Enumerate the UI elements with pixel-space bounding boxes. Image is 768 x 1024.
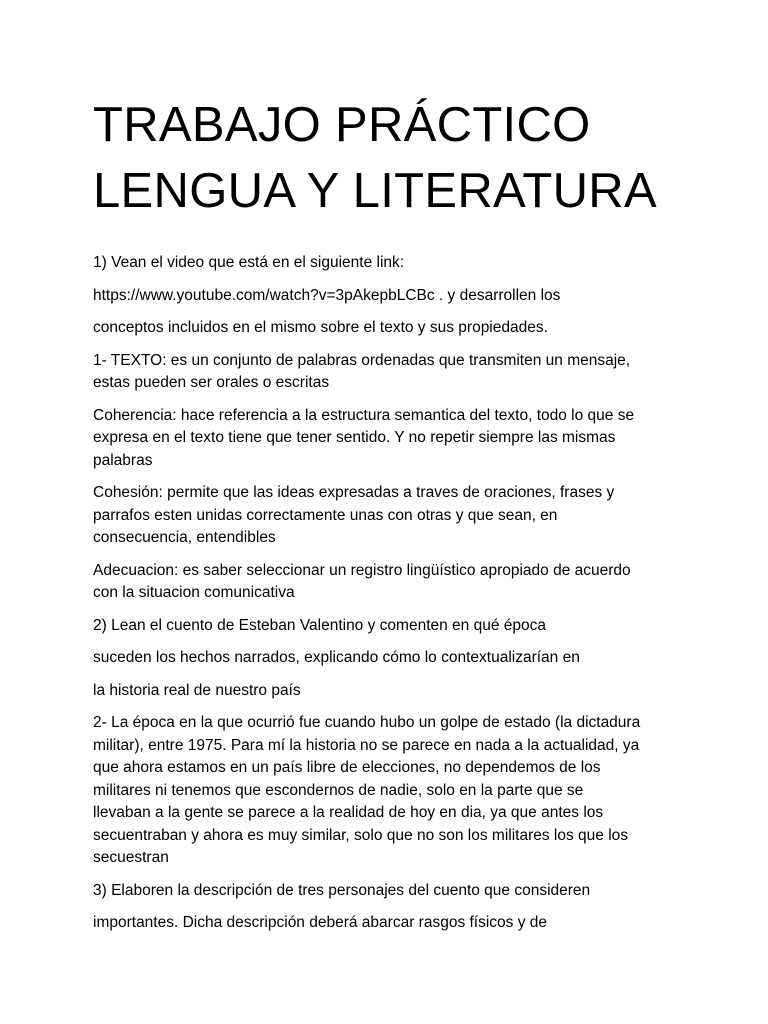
paragraph-instruction-2: 2) Lean el cuento de Esteban Valentino y comenten en qué época	[93, 616, 546, 634]
paragraph-instruction-1-cont: conceptos incluidos en el mismo sobre el texto y sus propiedades.	[93, 319, 548, 336]
paragraph-instruction-3: 3) Elaboren la descripción de tres personajes del cuento que consideren	[93, 881, 591, 899]
paragraph-instruction-2-cont-a: suceden los hechos narrados, explicando cómo lo contextualizarían en	[93, 649, 580, 666]
paragraph-instruction-1: 1) Vean el video que está en el siguiente link:	[93, 254, 405, 271]
paragraph-texto-definition: 1- TEXTO: es un conjunto de palabras ordenadas que transmiten un mensaje, estas pueden ser orales o escritas	[93, 351, 631, 391]
paragraph-instruction-2-cont-b: la historia real de nuestro país	[93, 681, 301, 699]
paragraph-instruction-3-cont: importantes. Dicha descripción deberá abarcar rasgos físicos y de	[93, 914, 548, 931]
paragraph-cohesion: Cohesión: permite que las ideas expresadas a traves de oraciones, frases y parrafos esten unidas correctamente unas con otras y que sean, en consecuencia, entendibles	[93, 484, 615, 546]
document-body	[93, 252, 693, 945]
paragraph-coherencia: Coherencia: hace referencia a la estructura semantica del texto, todo lo que se expresa en el texto tiene que tener sentido. Y no repetir siempre las mismas palabras	[93, 406, 635, 469]
title-line-2: LENGUA Y LITERATURA	[93, 164, 657, 218]
document-title	[93, 92, 743, 224]
paragraph-answer-2: 2- La época en la que ocurrió fue cuando hubo un golpe de estado (la dictadura militar), entre 1975. Para mí la historia no se parece en nada a la actualidad, ya que ahora estamos en un país libre de elecciones, no dependemos de los militares ni tenemos que escondernos de nadie, solo en la parte que se llevaban a la gente se parece a la realidad de hoy en dia, ya que antes los secuentraban y ahora es muy similar, solo que no son los militares los que los secuestran	[93, 714, 641, 866]
title-line-1: TRABAJO PRÁCTICO	[93, 98, 591, 152]
paragraph-adecuacion: Adecuacion: es saber seleccionar un registro lingüístico apropiado de acuerdo con la situacion comunicativa	[93, 561, 631, 601]
paragraph-video-link: https://www.youtube.com/watch?v=3pAkepbLCBc . y desarrollen los	[93, 286, 561, 304]
